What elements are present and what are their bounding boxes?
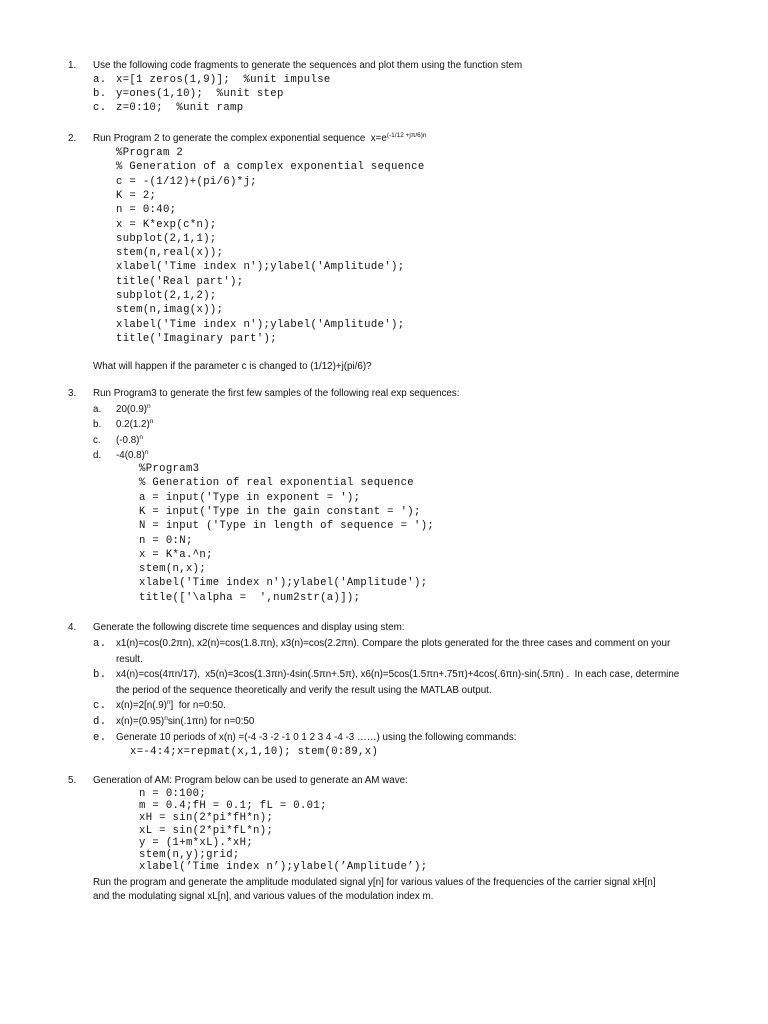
q4-item-d-label: d.	[93, 716, 107, 728]
q3-item-c-sup: n	[139, 434, 144, 441]
q3-item-c	[116, 435, 143, 447]
q4-item-b-line1: x4(n)=cos(4πn/17), x5(n)=3cos(1.3πn)-4sin(.5πn+.5π), x6(n)=5cos(1.5πn+.75π)+4cos(.6πn)-sin(.5πn) . In each case, determine	[116, 669, 680, 680]
code-line: title('Imaginary part');	[116, 332, 277, 345]
q2-text	[93, 133, 427, 145]
q3-number: 3.	[68, 388, 77, 399]
code-line: K = input('Type in the gain constant = ');	[139, 505, 421, 518]
q4-item-d	[116, 716, 254, 728]
q2-question: What will happen if the parameter c is changed to (1/12)+j(pi/6)?	[93, 361, 372, 372]
q4-item-d-post: sin(.1πn) for n=0:50	[167, 716, 255, 727]
q1-text: Use the following code fragments to generate the sequences and plot them using the function stem	[93, 60, 523, 71]
code-line: % Generation of real exponential sequence	[139, 477, 414, 490]
code-line: xH = sin(2*pi*fH*n);	[139, 812, 274, 825]
code-line: %Program3	[139, 463, 200, 475]
code-line: subplot(2,1,2);	[116, 290, 217, 302]
q4-item-b-line2: the period of the sequence theoretically and verify the result using the MATLAB output.	[116, 685, 492, 696]
code-line: a = input('Type in exponent = ');	[139, 491, 361, 504]
code-line: title(['\alpha = ',num2str(a)]);	[139, 591, 361, 604]
code-line: stem(n,x);	[139, 563, 207, 576]
code-line: c = -(1/12)+(pi/6)*j;	[116, 175, 257, 188]
q4-item-e-line: Generate 10 periods of x(n) =(-4 -3 -2 -1 0 1 2 3 4 -4 -3 ……) using the following commands:	[116, 732, 517, 743]
code-line: n = 0:100;	[139, 788, 207, 800]
code-line: xlabel('Time index n');ylabel('Amplitude');	[116, 261, 405, 274]
q3-item-d-sup: n	[144, 449, 149, 456]
q4-item-d-sup: n	[164, 715, 168, 722]
q3-item-b-base: 0.2(1.2)	[116, 419, 150, 430]
code-line: K = 2;	[116, 189, 157, 202]
code-line: N = input ('Type in length of sequence = ');	[139, 520, 435, 533]
q5-text: Generation of AM: Program below can be used to generate an AM wave:	[93, 775, 408, 786]
code-line: xL = sin(2*pi*fL*n);	[139, 824, 274, 837]
q3-item-b	[116, 419, 153, 431]
q4-number: 4.	[68, 622, 77, 633]
q4-item-a-line2: result.	[116, 654, 143, 665]
q1-item-a-code: x=[1 zeros(1,9)]; %unit impulse	[116, 74, 331, 86]
code-line: xlabel('Time index n');ylabel('Amplitude');	[139, 577, 428, 590]
code-line: stem(n,real(x));	[116, 247, 224, 260]
q4-item-c-sup: n	[166, 699, 171, 706]
q2-text-main: Run Program 2 to generate the complex exponential sequence x=e	[93, 133, 387, 144]
q2-exponent: (-1/12 +jπ/6)n	[386, 132, 427, 139]
q4-item-a-label: a.	[93, 638, 107, 650]
q5-line1: Run the program and generate the amplitude modulated signal y[n] for various values of the frequencies of the carrier signal xH[n]	[93, 877, 656, 888]
q3-item-a-label: a.	[93, 404, 102, 415]
code-line: % Generation of a complex exponential sequence	[116, 161, 425, 174]
q1-item-a-label: a.	[93, 74, 107, 86]
code-line: n = 0:40;	[116, 204, 177, 217]
q1-item-c-label: c.	[93, 102, 107, 114]
q3-item-c-label: c.	[93, 435, 101, 446]
q4-item-c-pre: x(n)=2[n(.9)	[116, 700, 167, 711]
code-line: stem(n,imag(x));	[116, 304, 224, 317]
q4-item-c-label: c.	[93, 700, 107, 712]
q4-item-a-line1: x1(n)=cos(0.2πn), x2(n)=cos(1.8.πn), x3(n)=cos(2.2πn). Compare the plots generated for the three cases and comment on your	[116, 638, 671, 649]
q1-number: 1.	[68, 60, 77, 71]
q1-item-b-label: b.	[93, 88, 107, 100]
q1-item-b-code: y=ones(1,10); %unit step	[116, 88, 284, 100]
q4-item-b-label: b.	[93, 669, 107, 681]
q3-item-a-base: 20(0.9)	[116, 404, 148, 415]
q3-item-d-label: d.	[93, 450, 102, 461]
q4-item-c	[116, 700, 226, 712]
code-line: %Program 2	[116, 147, 184, 159]
q3-item-a	[116, 404, 151, 416]
code-line: stem(n,y);grid;	[139, 849, 240, 861]
q4-item-c-post: ] for n=0:50.	[170, 700, 226, 711]
code-line: xlabel('Time index n');ylabel('Amplitude');	[116, 318, 405, 331]
q3-item-b-label: b.	[93, 419, 102, 430]
code-line: x = K*a.^n;	[139, 548, 213, 561]
q4-item-e-label: e.	[93, 732, 107, 744]
code-line: m = 0.4;fH = 0.1; fL = 0.01;	[139, 800, 327, 813]
code-line: y = (1+m*xL).*xH;	[139, 836, 254, 849]
q1-item-c-code: z=0:10; %unit ramp	[116, 102, 244, 114]
code-line: title('Real part');	[116, 275, 244, 288]
q3-item-c-base: (-0.8)	[116, 435, 140, 446]
code-line: subplot(2,1,1);	[116, 232, 217, 245]
q5-line2: and the modulating signal xL[n], and various values of the modulation index m.	[93, 891, 434, 902]
q2-number: 2.	[68, 133, 77, 144]
q4-item-d-pre: x(n)=(0.95)	[116, 716, 165, 727]
q4-item-e-code: x=-4:4;x=repmat(x,1,10); stem(0:89,x)	[130, 746, 379, 758]
q4-text: Generate the following discrete time sequences and display using stem:	[93, 622, 405, 633]
code-line: xlabel(’Time index n’);ylabel(’Amplitude’);	[139, 861, 428, 874]
q3-text: Run Program3 to generate the first few samples of the following real exp sequences:	[93, 388, 460, 399]
q3-item-b-sup: n	[149, 418, 154, 425]
q3-item-d	[116, 450, 148, 462]
q3-item-d-base: -4(0.8)	[116, 450, 145, 461]
q5-number: 5.	[68, 775, 77, 786]
code-line: x = K*exp(c*n);	[116, 218, 217, 231]
code-line: n = 0:N;	[139, 534, 193, 547]
q3-item-a-sup: n	[147, 403, 151, 410]
